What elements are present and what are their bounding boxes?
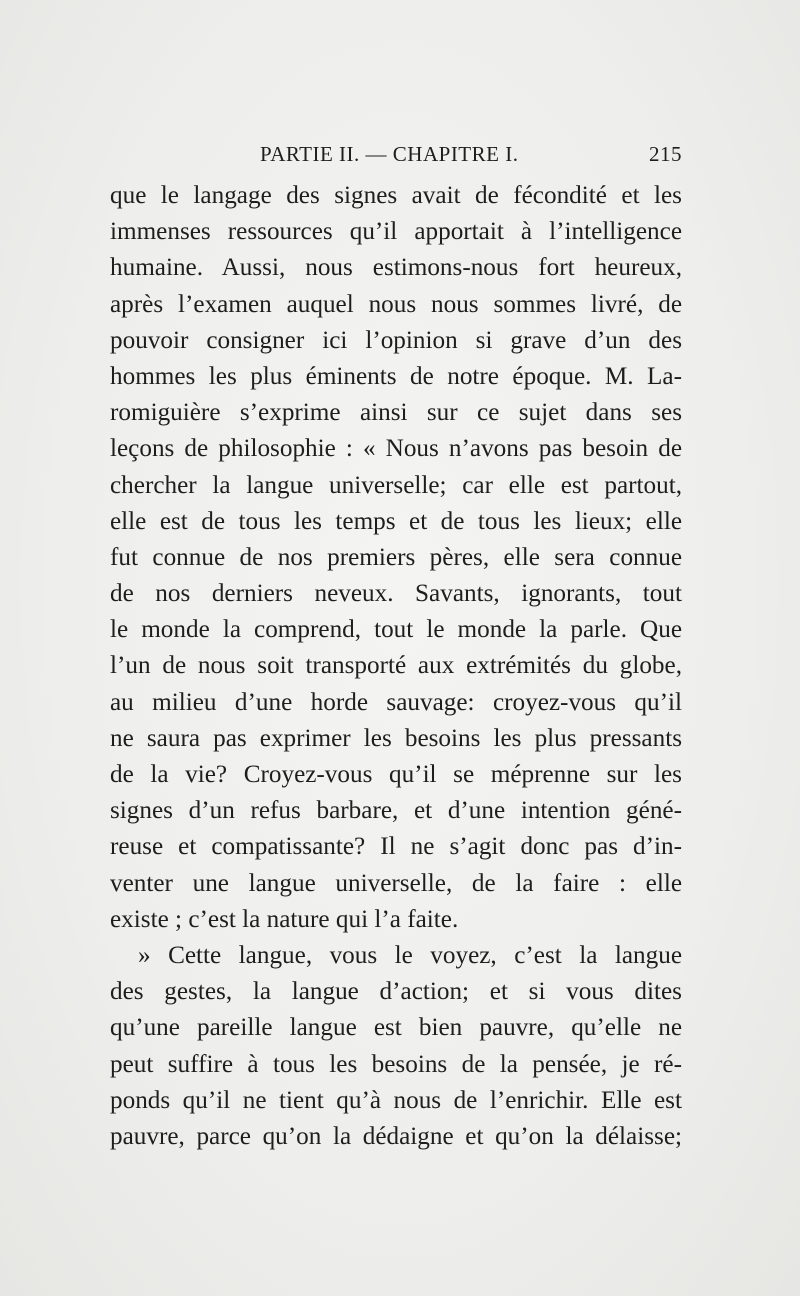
text-line: elle est de tous les temps et de tous les lieux; elle xyxy=(110,507,682,535)
text-line: humaine. Aussi, nous estimons-nous fort heureux, xyxy=(110,254,682,282)
text-line: pouvoir consigner ici l’opinion si grave d’un des xyxy=(110,326,682,354)
text-line: pauvre, parce qu’on la dédaigne et qu’on la délaisse; xyxy=(110,1122,682,1150)
text-line: chercher la langue universelle; car elle est partout, xyxy=(110,471,682,499)
text-line: qu’une pareille langue est bien pauvre, qu’elle ne xyxy=(110,1014,682,1042)
text-line: reuse et compatissante? Il ne s’agit donc pas d’in- xyxy=(110,833,682,861)
text-line: venter une langue universelle, de la faire : elle xyxy=(110,869,682,897)
text-line: peut suffire à tous les besoins de la pensée, je ré- xyxy=(110,1050,682,1078)
text-line: » Cette langue, vous le voyez, c’est la langue xyxy=(138,941,682,969)
text-line: ne saura pas exprimer les besoins les plus pressants xyxy=(110,724,682,752)
text-line: de nos derniers neveux. Savants, ignorants, tout xyxy=(110,580,682,608)
running-head xyxy=(110,142,682,172)
text-line: hommes les plus éminents de notre époque. M. La- xyxy=(110,362,682,390)
text-line: que le langage des signes avait de fécondité et les xyxy=(110,182,682,209)
text-line: de la vie? Croyez-vous qu’il se méprenne sur les xyxy=(110,761,682,788)
text-line: immenses ressources qu’il apportait à l’intelligence xyxy=(110,218,682,246)
text-line: au milieu d’une horde sauvage: croyez-vous qu’il xyxy=(110,688,682,716)
text-line: fut connue de nos premiers pères, elle sera connue xyxy=(110,543,682,571)
text-line: romiguière s’exprime ainsi sur ce sujet dans ses xyxy=(110,399,682,427)
text-line: leçons de philosophie : « Nous n’avons pas besoin de xyxy=(110,435,682,463)
text-line: le monde la comprend, tout le monde la parle. Que xyxy=(110,616,682,644)
running-title: PARTIE II. — CHAPITRE I. xyxy=(260,142,519,166)
body-text xyxy=(110,178,682,1155)
text-line: ponds qu’il ne tient qu’à nous de l’enrichir. Elle est xyxy=(110,1086,682,1114)
text-line: signes d’un refus barbare, et d’une intention géné- xyxy=(110,797,682,825)
page-number: 215 xyxy=(649,142,682,166)
text-line: l’un de nous soit transporté aux extrémités du globe, xyxy=(110,652,682,680)
text-line: des gestes, la langue d’action; et si vous dites xyxy=(110,978,682,1006)
text-line: après l’examen auquel nous nous sommes livré, de xyxy=(110,290,682,318)
text-line: existe ; c’est la nature qui l’a faite. xyxy=(110,905,459,933)
